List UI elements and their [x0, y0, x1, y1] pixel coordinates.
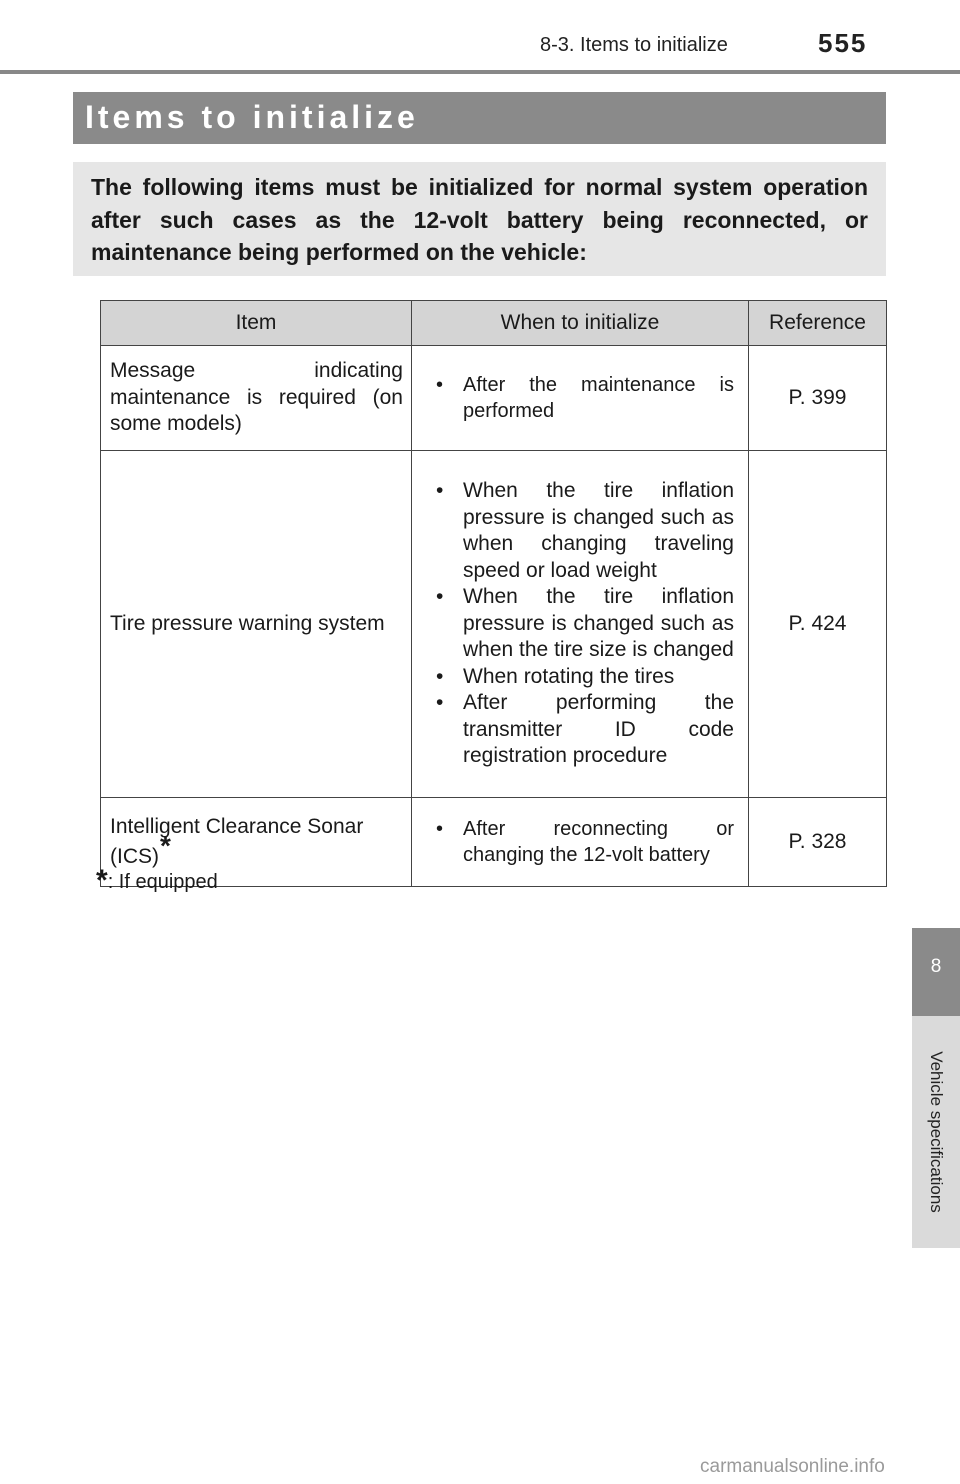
watermark: carmanualsonline.info	[700, 1456, 885, 1477]
section-title: Items to initialize	[85, 99, 419, 135]
table-header-row	[101, 301, 887, 346]
when-cell	[412, 346, 749, 451]
footnote-marker: *	[160, 829, 171, 861]
when-list-item: • After reconnecting or changing the 12-volt battery	[436, 816, 734, 869]
chapter-label-box	[912, 1016, 960, 1248]
item-abbreviation: (ICS)	[110, 844, 159, 868]
when-cell	[412, 798, 749, 887]
reference-cell: P. 328	[749, 798, 887, 887]
intro-box	[73, 162, 886, 276]
when-list	[436, 816, 734, 869]
chapter-number: 8	[930, 956, 942, 977]
item-cell: Message indicating maintenance is required (on some models)	[101, 346, 412, 451]
chapter-side-tab	[912, 928, 960, 1248]
section-title-bar	[73, 92, 886, 144]
when-list-item: • After the maintenance is performed	[436, 372, 734, 425]
when-list	[436, 372, 734, 425]
table-row	[101, 451, 887, 798]
when-list-item: • When the tire inflation pressure is changed such as when changing traveling speed or load weight	[436, 478, 734, 584]
column-header-when: When to initialize	[412, 301, 749, 346]
column-header-reference: Reference	[749, 301, 887, 346]
running-header	[0, 0, 960, 76]
footnote-mark: *	[96, 864, 108, 897]
item-name-line: Intelligent Clearance Sonar	[110, 815, 364, 838]
chapter-number-box	[912, 928, 960, 1016]
items-to-initialize-table	[100, 300, 887, 887]
when-list	[436, 478, 734, 770]
reference-cell: P. 424	[749, 451, 887, 798]
table-row	[101, 346, 887, 451]
header-rule	[0, 70, 960, 74]
section-reference: 8-3. Items to initialize	[540, 34, 728, 56]
when-list-item: • When the tire inflation pressure is changed such as when the tire size is changed	[436, 584, 734, 664]
table-row	[101, 798, 887, 887]
intro-text: The following items must be initialized for normal system operation after such cases as the 12-volt battery being reconnected, or maintenance being performed on the vehicle:	[91, 174, 868, 265]
chapter-label: Vehicle specifications	[927, 1051, 946, 1213]
item-cell: Tire pressure warning system	[101, 451, 412, 798]
when-list-item: • When rotating the tires	[436, 664, 734, 691]
column-header-item: Item	[101, 301, 412, 346]
when-cell	[412, 451, 749, 798]
footnote	[96, 862, 218, 896]
page-number: 555	[818, 28, 868, 58]
when-list-item: • After performing the transmitter ID code registration procedure	[436, 690, 734, 770]
reference-cell: P. 399	[749, 346, 887, 451]
footnote-text: : If equipped	[107, 871, 218, 893]
